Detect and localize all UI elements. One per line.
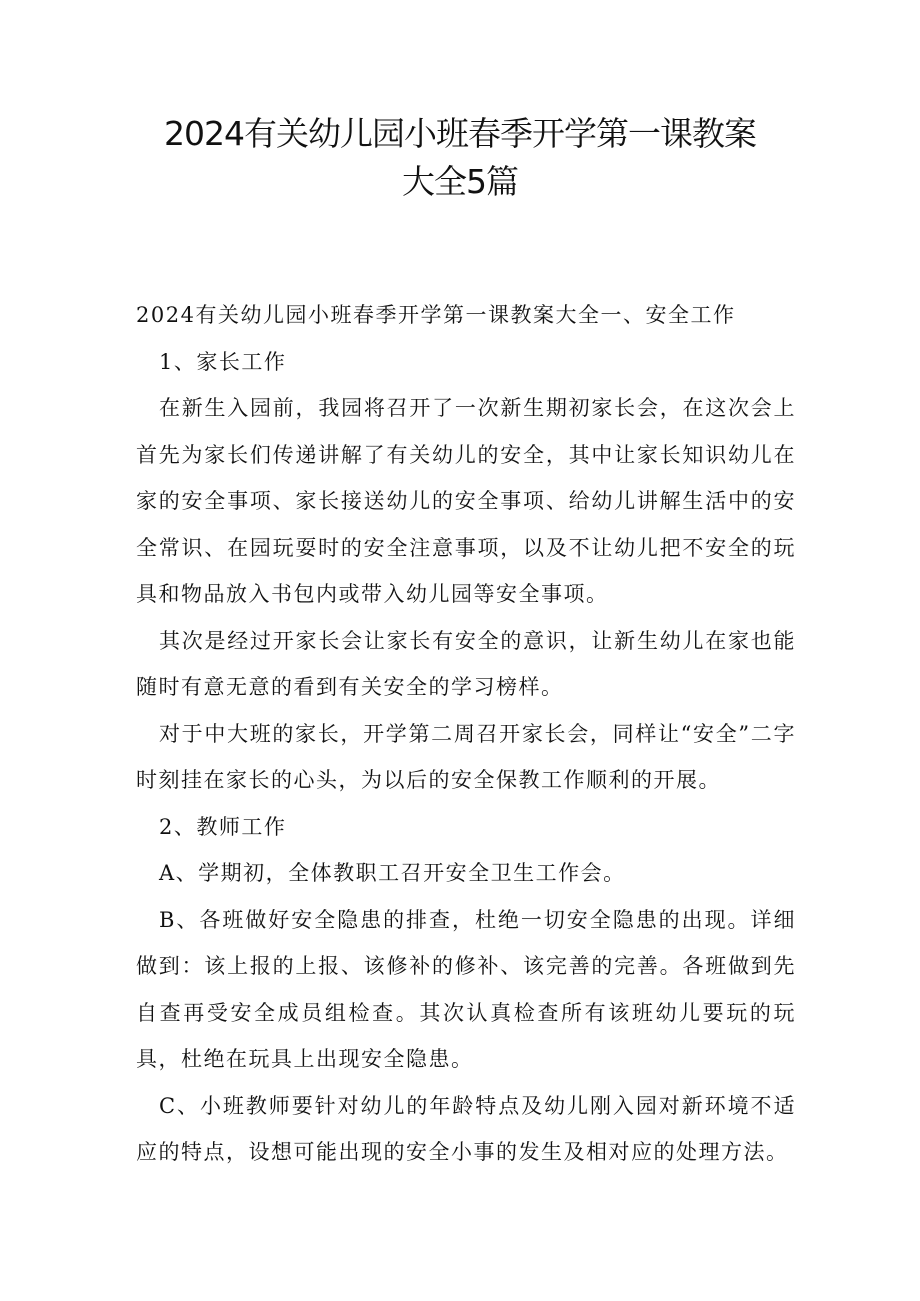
subsection-heading-parents: 1、家长工作 <box>159 349 287 374</box>
document-body <box>136 292 796 1176</box>
paragraph: C、小班教师要针对幼儿的年龄特点及幼儿刚入园对新环境不适应的特点，设想可能出现的安全小事的发生及相对应的处理方法。 <box>136 1093 796 1164</box>
section-heading: 2024有关幼儿园小班春季开学第一课教案大全一、安全工作 <box>136 303 736 327</box>
document-title-line-2: 大全5篇 <box>402 162 518 201</box>
paragraph: B、各班做好安全隐患的排查，杜绝一切安全隐患的出现。详细做到：该上报的上报、该修补的修补、该完善的完善。各班做到先自查再受安全成员组检查。其次认真检查所有该班幼儿要玩的玩具，杜绝在玩具上出现安全隐患。 <box>136 907 796 1071</box>
paragraph: 其次是经过开家长会让家长有安全的意识，让新生幼儿在家也能随时有意无意的看到有关安全的学习榜样。 <box>136 628 796 699</box>
document-title-line-1: 2024有关幼儿园小班春季开学第一课教案 <box>164 114 756 153</box>
subsection-heading-teachers: 2、教师工作 <box>159 814 287 839</box>
paragraph: 在新生入园前，我园将召开了一次新生期初家长会，在这次会上首先为家长们传递讲解了有关幼儿的安全，其中让家长知识幼儿在家的安全事项、家长接送幼儿的安全事项、给幼儿讲解生活中的安全常识、在园玩耍时的安全注意事项，以及不让幼儿把不安全的玩具和物品放入书包内或带入幼儿园等安全事项。 <box>136 396 796 606</box>
paragraph: 对于中大班的家长，开学第二周召开家长会，同样让“安全”二字时刻挂在家长的心头，为以后的安全保教工作顺利的开展。 <box>136 721 796 792</box>
paragraph: A、学期初，全体教职工召开安全卫生工作会。 <box>159 861 626 885</box>
